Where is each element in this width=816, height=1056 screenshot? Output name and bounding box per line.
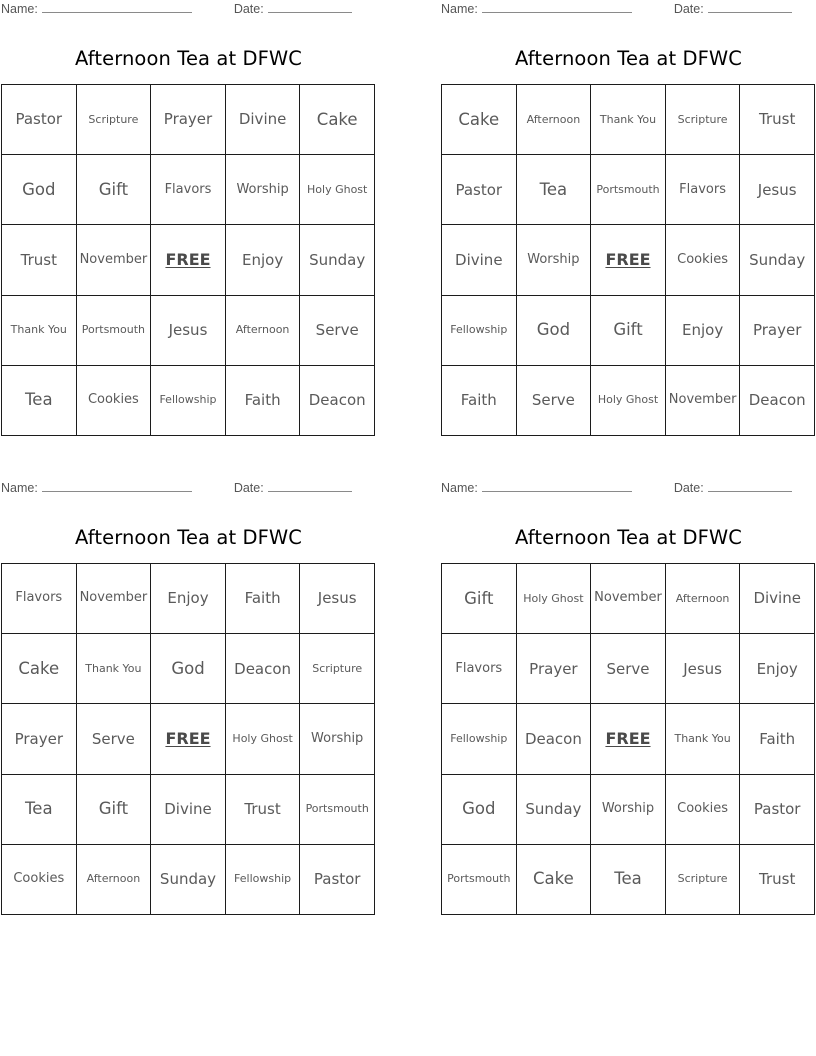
bingo-cell[interactable] — [517, 564, 592, 634]
bingo-cell-label: Pastor — [455, 180, 503, 199]
bingo-cell[interactable] — [300, 704, 375, 774]
bingo-cell[interactable] — [666, 775, 741, 845]
bingo-cell[interactable] — [442, 845, 517, 915]
bingo-cell-label: Thank You — [674, 731, 731, 745]
bingo-cell-free[interactable] — [151, 704, 226, 774]
bingo-cell-label: Portsmouth — [447, 872, 511, 886]
date-label: Date: — [233, 2, 264, 16]
bingo-cell-label: God — [462, 799, 496, 819]
bingo-cell[interactable] — [77, 296, 152, 366]
bingo-cell[interactable] — [300, 775, 375, 845]
bingo-cell-label: Serve — [531, 391, 575, 410]
bingo-cell-label: Worship — [236, 181, 289, 197]
bingo-cell-label: Holy Ghost — [232, 731, 293, 745]
bingo-cell-label: Pastor — [15, 110, 63, 129]
bingo-cell-label: Tea — [25, 799, 53, 819]
bingo-cell[interactable] — [666, 845, 741, 915]
bingo-cell-label: Cake — [533, 869, 574, 889]
bingo-cell[interactable] — [666, 564, 741, 634]
bingo-cell-label: Afternoon — [86, 872, 141, 886]
bingo-cell-label: Deacon — [524, 729, 582, 748]
bingo-cell[interactable] — [226, 775, 301, 845]
bingo-cell[interactable] — [442, 704, 517, 774]
bingo-cell[interactable] — [2, 564, 77, 634]
bingo-cell-label: Scripture — [677, 872, 728, 886]
bingo-cell[interactable] — [740, 225, 815, 295]
bingo-cell-label: November — [79, 590, 148, 606]
bingo-cell[interactable] — [591, 366, 666, 436]
bingo-cell-label: Enjoy — [756, 659, 798, 678]
bingo-cell-label: Prayer — [529, 659, 578, 678]
bingo-cell[interactable] — [740, 704, 815, 774]
bingo-cell-label: Gift — [98, 799, 129, 819]
bingo-cell-label: Sunday — [749, 250, 806, 269]
bingo-cell-label: Thank You — [10, 323, 67, 337]
bingo-cell-label: Pastor — [313, 870, 361, 889]
bingo-cell-label: Enjoy — [167, 589, 209, 608]
bingo-cell-label: Flavors — [455, 660, 503, 676]
bingo-cell-label: Scripture — [312, 661, 363, 675]
name-label: Name: — [1, 2, 38, 16]
bingo-cell[interactable] — [2, 296, 77, 366]
bingo-cell-label: Fellowship — [159, 393, 217, 407]
date-write-in-field[interactable] — [268, 0, 352, 13]
bingo-cell-label: Gift — [464, 588, 494, 608]
bingo-cell-label: Enjoy — [241, 250, 284, 269]
bingo-cell[interactable] — [2, 85, 77, 155]
bingo-cell[interactable] — [2, 225, 77, 295]
bingo-cell-label: God — [536, 320, 571, 340]
bingo-cell[interactable] — [666, 366, 741, 436]
bingo-cell[interactable] — [666, 225, 741, 295]
bingo-cell-label: Flavors — [164, 181, 212, 197]
bingo-cell[interactable] — [226, 366, 301, 436]
bingo-cell-label: Jesus — [317, 589, 357, 608]
bingo-grid — [1, 563, 375, 915]
bingo-cell[interactable] — [2, 155, 77, 225]
bingo-cell-label: Faith — [244, 391, 281, 410]
bingo-cell[interactable] — [151, 296, 226, 366]
bingo-cell-label: Prayer — [752, 320, 802, 339]
bingo-cell-label: Holy Ghost — [597, 393, 659, 407]
bingo-cell[interactable] — [226, 296, 301, 366]
date-label: Date: — [233, 481, 264, 495]
bingo-cell-label: FREE — [165, 250, 211, 270]
bingo-cell[interactable] — [442, 225, 517, 295]
bingo-cell-label: Portsmouth — [305, 802, 369, 816]
bingo-cell[interactable] — [591, 296, 666, 366]
bingo-cell[interactable] — [740, 634, 815, 704]
bingo-cell[interactable] — [151, 634, 226, 704]
card-title: Afternoon Tea at DFWC — [74, 47, 303, 70]
bingo-cell[interactable] — [151, 845, 226, 915]
name-label: Name: — [441, 2, 478, 16]
bingo-cell[interactable] — [666, 634, 741, 704]
bingo-cell-label: Cookies — [677, 801, 729, 817]
bingo-cell-label: Jesus — [683, 659, 722, 678]
bingo-cell[interactable] — [740, 366, 815, 436]
bingo-cell[interactable] — [226, 155, 301, 225]
bingo-cell[interactable] — [591, 564, 666, 634]
bingo-cell-label: Afternoon — [526, 112, 581, 126]
bingo-cell[interactable] — [151, 775, 226, 845]
bingo-cell[interactable] — [300, 155, 375, 225]
bingo-cell-free[interactable] — [591, 704, 666, 774]
bingo-cell[interactable] — [2, 845, 77, 915]
bingo-cell-label: Portsmouth — [596, 182, 660, 196]
bingo-cell-label: FREE — [165, 729, 211, 749]
bingo-cell-label: Trust — [20, 250, 57, 269]
bingo-cell[interactable] — [740, 845, 815, 915]
bingo-cell-label: Afternoon — [235, 323, 290, 337]
bingo-cell-label: FREE — [605, 729, 651, 749]
bingo-cell[interactable] — [151, 564, 226, 634]
bingo-cell-label: God — [171, 658, 205, 678]
bingo-cell-label: FREE — [605, 250, 651, 270]
bingo-cell-label: Prayer — [163, 110, 213, 129]
bingo-cell[interactable] — [2, 366, 77, 436]
bingo-cell-label: Divine — [455, 250, 503, 269]
bingo-cell[interactable] — [300, 366, 375, 436]
bingo-cell-label: Gift — [98, 179, 129, 199]
bingo-cell-label: Worship — [311, 730, 364, 746]
bingo-cell[interactable] — [591, 845, 666, 915]
bingo-cell[interactable] — [740, 85, 815, 155]
bingo-cell-label: Serve — [91, 729, 135, 748]
bingo-card-top-right — [441, 0, 816, 436]
bingo-cell[interactable] — [300, 845, 375, 915]
bingo-cell-label: Jesus — [168, 320, 208, 339]
date-write-in-field[interactable] — [708, 0, 792, 13]
bingo-cell-label: Deacon — [234, 659, 292, 678]
bingo-cell[interactable] — [740, 296, 815, 366]
bingo-cell-label: Thank You — [85, 661, 142, 675]
bingo-cell[interactable] — [77, 704, 152, 774]
bingo-card-bottom-right — [441, 479, 816, 915]
bingo-cell[interactable] — [591, 775, 666, 845]
date-label: Date: — [673, 481, 704, 495]
bingo-cell[interactable] — [740, 155, 815, 225]
bingo-cell-label: Divine — [164, 799, 212, 818]
bingo-cell[interactable] — [442, 85, 517, 155]
bingo-cell[interactable] — [2, 704, 77, 774]
bingo-cell-label: Serve — [606, 659, 650, 678]
bingo-grid — [1, 84, 375, 436]
bingo-cell-label: Cookies — [87, 392, 139, 408]
bingo-cell[interactable] — [151, 155, 226, 225]
bingo-cell[interactable] — [666, 296, 741, 366]
bingo-cell-free[interactable] — [591, 225, 666, 295]
bingo-cell[interactable] — [77, 845, 152, 915]
bingo-grid — [441, 84, 815, 436]
bingo-cell-label: Cookies — [13, 871, 65, 887]
bingo-cell-label: Worship — [601, 801, 655, 817]
name-label: Name: — [1, 481, 38, 495]
bingo-cell[interactable] — [226, 225, 301, 295]
bingo-cell-label: Faith — [759, 729, 796, 748]
bingo-cell[interactable] — [77, 775, 152, 845]
bingo-cell[interactable] — [300, 564, 375, 634]
bingo-cell-label: Afternoon — [675, 591, 730, 605]
card-title: Afternoon Tea at DFWC — [514, 47, 743, 70]
bingo-cell[interactable] — [517, 296, 592, 366]
bingo-cell-label: Tea — [539, 179, 568, 199]
bingo-cell[interactable] — [442, 634, 517, 704]
bingo-cell[interactable] — [517, 225, 592, 295]
bingo-cell[interactable] — [300, 296, 375, 366]
bingo-cell[interactable] — [517, 366, 592, 436]
bingo-cell-label: November — [594, 590, 662, 606]
bingo-cell-label: Trust — [759, 110, 796, 129]
bingo-cell-label: Sunday — [525, 799, 582, 818]
bingo-cell[interactable] — [666, 85, 741, 155]
bingo-cell-label: Divine — [238, 110, 287, 129]
bingo-cell-free[interactable] — [151, 225, 226, 295]
bingo-cell[interactable] — [77, 225, 152, 295]
bingo-cell-label: Fellowship — [234, 872, 292, 886]
bingo-cell-label: Faith — [244, 589, 281, 608]
bingo-cell-label: Trust — [244, 799, 281, 818]
bingo-cell-label: Divine — [753, 589, 801, 608]
bingo-cell[interactable] — [2, 634, 77, 704]
bingo-card-bottom-left — [1, 479, 376, 915]
date-write-in-field[interactable] — [268, 479, 352, 492]
bingo-cell[interactable] — [300, 85, 375, 155]
name-date-row — [1, 479, 376, 499]
bingo-cell-label: Sunday — [309, 250, 366, 269]
bingo-cell[interactable] — [591, 155, 666, 225]
bingo-cell-label: Prayer — [14, 729, 63, 748]
bingo-cell-label: Flavors — [15, 590, 63, 606]
bingo-cell-label: Scripture — [88, 112, 139, 126]
bingo-cell-label: Pastor — [753, 799, 801, 818]
bingo-cell-label: November — [79, 251, 148, 267]
bingo-cell[interactable] — [77, 634, 152, 704]
bingo-cell-label: Tea — [614, 869, 642, 889]
bingo-cell[interactable] — [77, 85, 152, 155]
bingo-cell-label: Enjoy — [681, 320, 724, 339]
name-write-in-field[interactable] — [42, 479, 192, 492]
bingo-cell[interactable] — [517, 845, 592, 915]
bingo-cell[interactable] — [77, 366, 152, 436]
date-write-in-field[interactable] — [708, 479, 792, 492]
bingo-cell-label: Tea — [25, 390, 53, 410]
bingo-cell-label: Gift — [613, 320, 643, 340]
bingo-cell[interactable] — [226, 845, 301, 915]
bingo-cell[interactable] — [517, 775, 592, 845]
bingo-cell-label: Holy Ghost — [307, 182, 368, 196]
bingo-cell-label: Cake — [316, 109, 358, 129]
bingo-cell[interactable] — [226, 85, 301, 155]
bingo-cell-label: Scripture — [677, 112, 728, 126]
bingo-cell-label: Fellowship — [450, 731, 508, 745]
bingo-cell[interactable] — [666, 704, 741, 774]
bingo-cell-label: Faith — [460, 391, 497, 410]
bingo-cell[interactable] — [740, 564, 815, 634]
bingo-cell[interactable] — [442, 366, 517, 436]
bingo-cell-label: Sunday — [159, 870, 217, 889]
bingo-cell[interactable] — [442, 155, 517, 225]
name-label: Name: — [441, 481, 478, 495]
name-date-row — [1, 0, 376, 20]
bingo-cell-label: Trust — [759, 870, 796, 889]
card-title: Afternoon Tea at DFWC — [514, 526, 743, 549]
bingo-cell-label: Thank You — [599, 112, 657, 126]
bingo-cell[interactable] — [442, 775, 517, 845]
bingo-card-top-left — [1, 0, 376, 436]
bingo-cell[interactable] — [77, 155, 152, 225]
bingo-cell-label: Cookies — [677, 251, 729, 267]
bingo-cell-label: Holy Ghost — [523, 591, 584, 605]
bingo-cell[interactable] — [517, 634, 592, 704]
bingo-cell[interactable] — [517, 155, 592, 225]
bingo-cell-label: Jesus — [757, 180, 797, 199]
bingo-cell-label: Serve — [315, 320, 359, 339]
bingo-cell[interactable] — [442, 296, 517, 366]
bingo-grid — [441, 563, 815, 915]
bingo-cell[interactable] — [300, 225, 375, 295]
bingo-cell[interactable] — [151, 366, 226, 436]
name-date-row — [441, 0, 816, 20]
bingo-cell-label: Worship — [527, 251, 580, 267]
bingo-cell[interactable] — [591, 85, 666, 155]
bingo-cell-label: Flavors — [679, 181, 726, 197]
bingo-cell[interactable] — [442, 564, 517, 634]
bingo-cell[interactable] — [517, 85, 592, 155]
card-title: Afternoon Tea at DFWC — [74, 526, 303, 549]
name-write-in-field[interactable] — [482, 0, 632, 13]
bingo-cell-label: Deacon — [308, 391, 366, 410]
bingo-cell[interactable] — [666, 155, 741, 225]
bingo-cell[interactable] — [226, 634, 301, 704]
bingo-cell-label: Cake — [458, 109, 500, 129]
bingo-cell-label: Cake — [18, 658, 60, 678]
bingo-cell-label: God — [22, 179, 56, 199]
bingo-cell[interactable] — [740, 775, 815, 845]
bingo-cell[interactable] — [2, 775, 77, 845]
bingo-cell[interactable] — [77, 564, 152, 634]
bingo-cell-label: Fellowship — [450, 323, 508, 337]
bingo-cell[interactable] — [226, 704, 301, 774]
bingo-cell[interactable] — [226, 564, 301, 634]
date-label: Date: — [673, 2, 704, 16]
name-write-in-field[interactable] — [482, 479, 632, 492]
bingo-cell[interactable] — [591, 634, 666, 704]
bingo-cell-label: November — [668, 392, 737, 408]
bingo-cell[interactable] — [517, 704, 592, 774]
name-write-in-field[interactable] — [42, 0, 192, 13]
name-date-row — [441, 479, 816, 499]
bingo-cell[interactable] — [151, 85, 226, 155]
bingo-cell[interactable] — [300, 634, 375, 704]
bingo-cell-label: Portsmouth — [81, 323, 146, 337]
bingo-cell-label: Deacon — [748, 391, 806, 410]
